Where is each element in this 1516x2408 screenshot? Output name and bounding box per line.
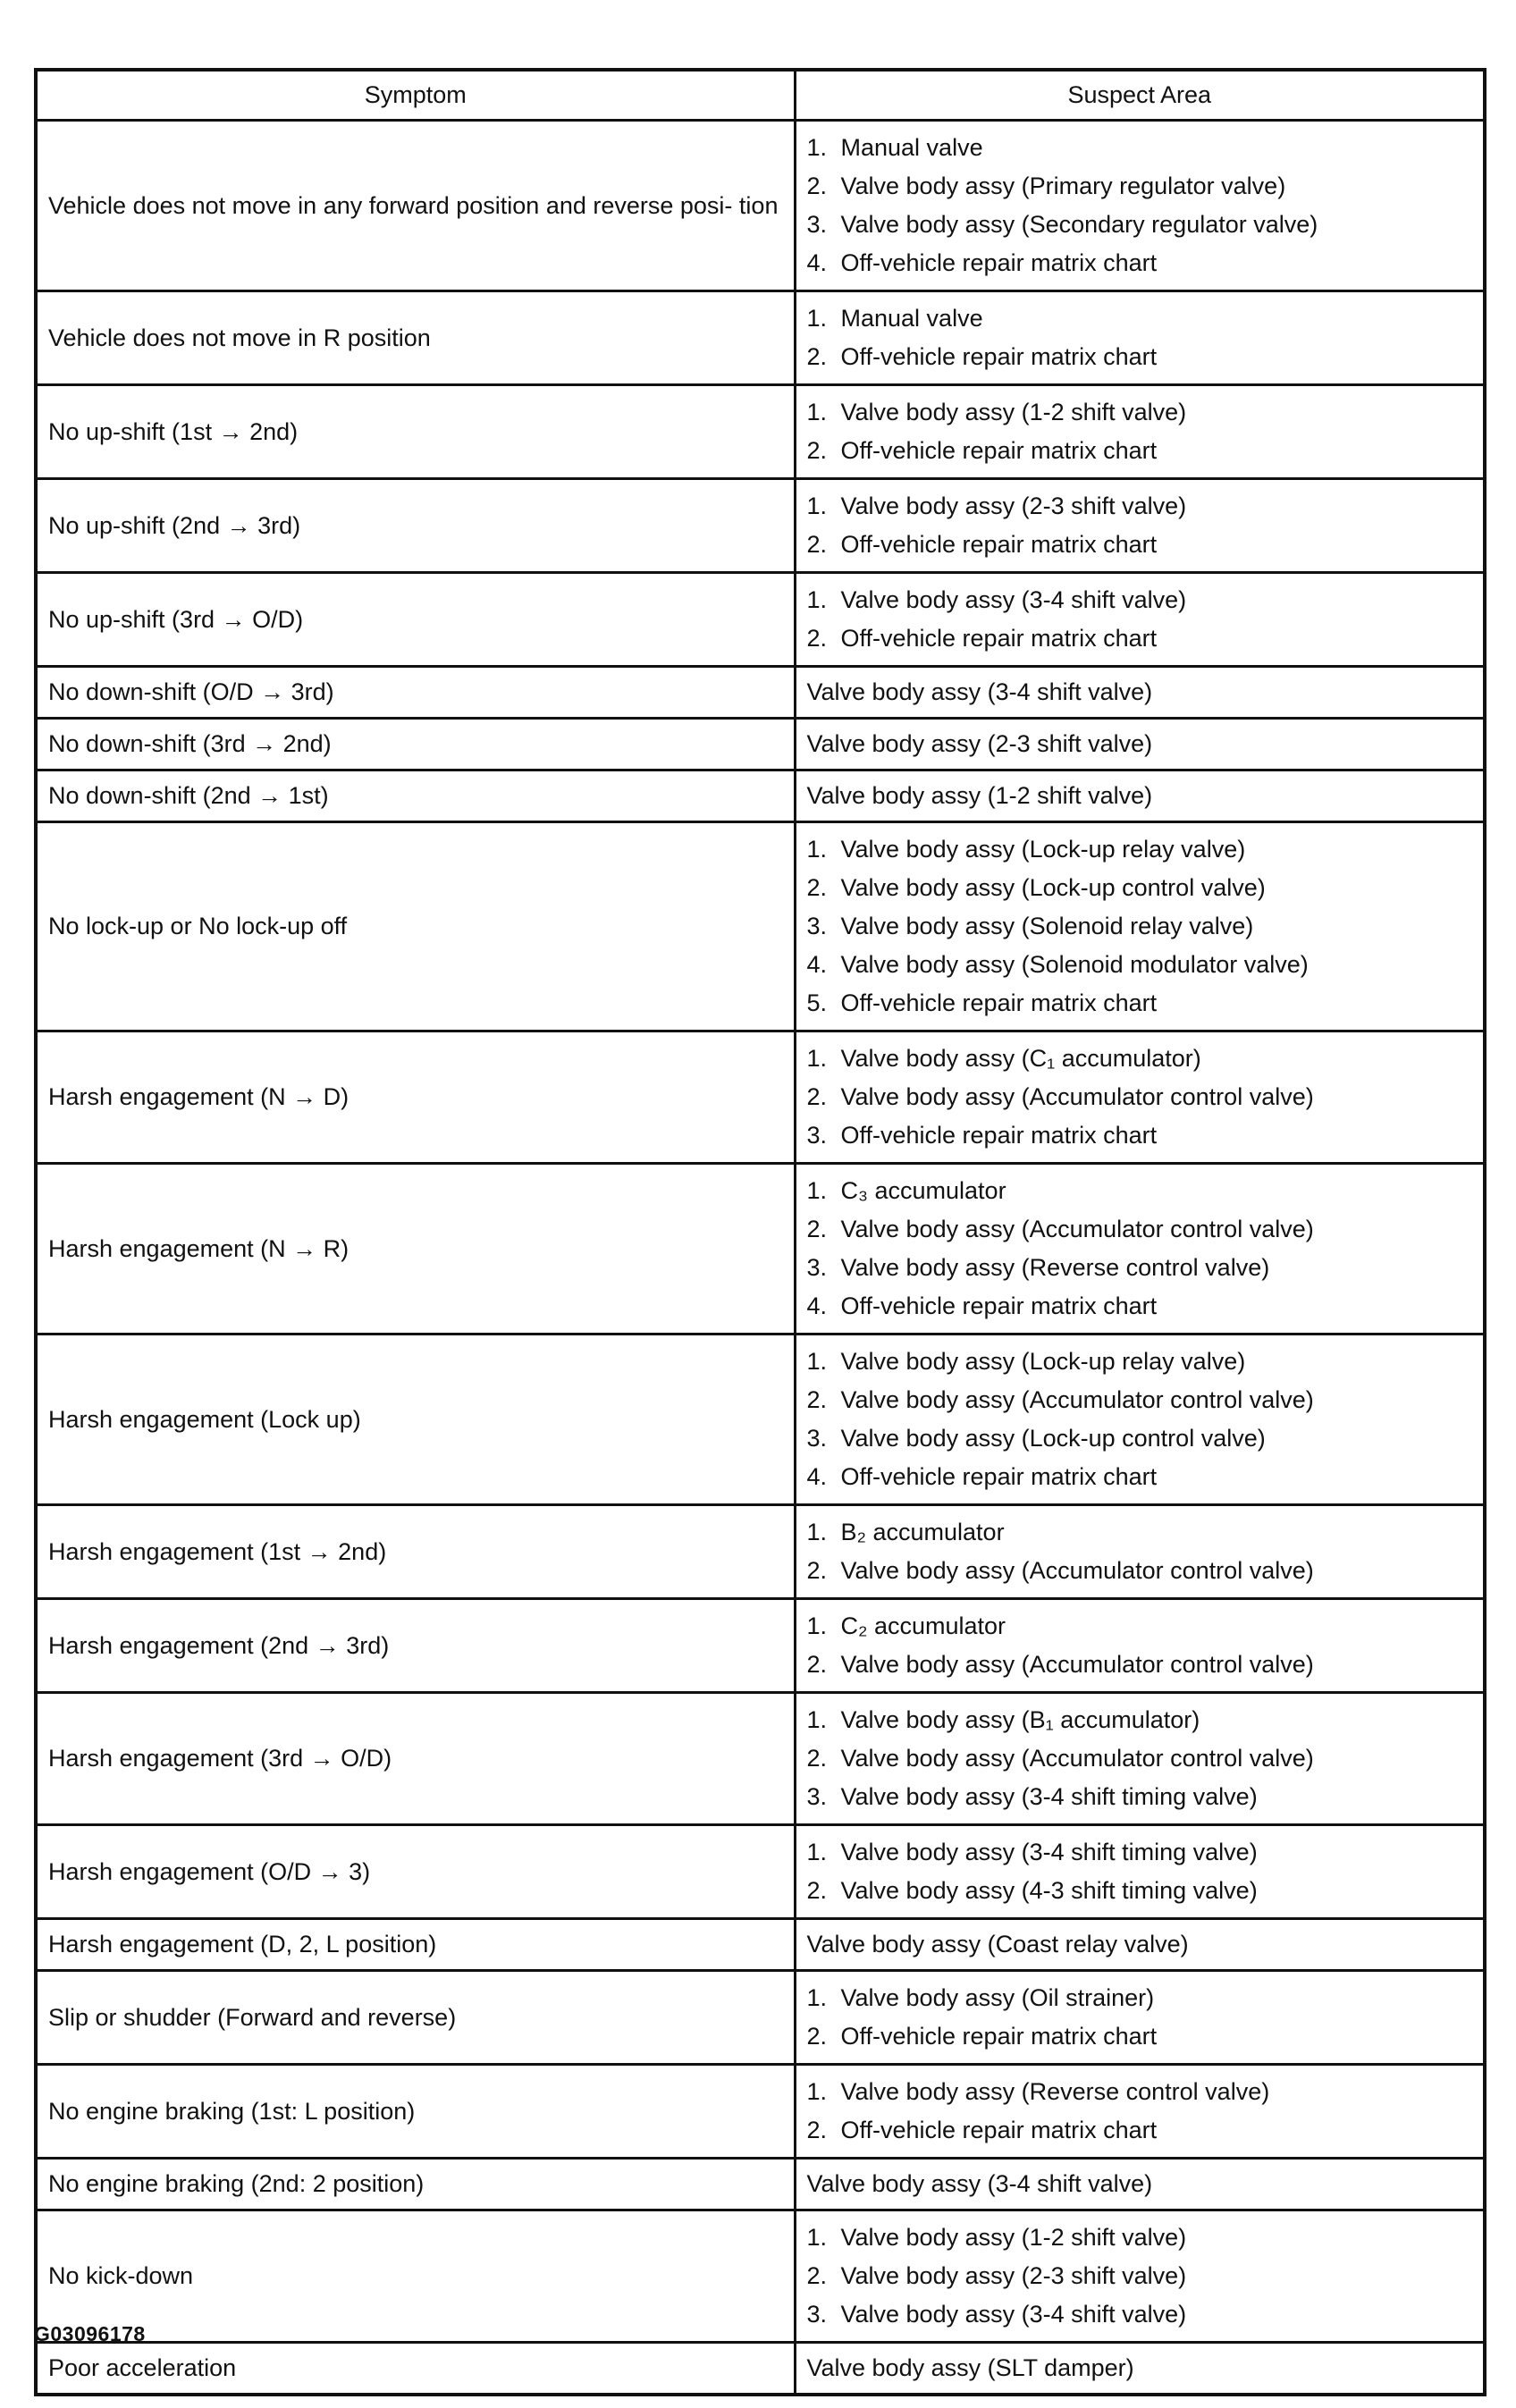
symptom-text: Harsh engagement (N → D) (48, 1083, 350, 1110)
table-row (36, 822, 1485, 1031)
figure-id: G03096178 (34, 2322, 146, 2345)
symptom-text: Poor acceleration (48, 2354, 237, 2381)
symptom-text: No kick-down (48, 2262, 194, 2289)
suspect-area-cell (795, 1971, 1485, 2065)
suspect-item-number: 1. (806, 1706, 828, 1733)
table-row (36, 1693, 1485, 1825)
suspect-area-cell (795, 2159, 1485, 2210)
symptom-column-header: Symptom (36, 70, 795, 121)
suspect-item-number: 1. (806, 493, 828, 519)
suspect-item (807, 129, 1473, 167)
table-row (36, 1599, 1485, 1693)
suspect-item-number: 2. (806, 2262, 828, 2289)
suspect-item-text: Valve body assy (Solenoid modulator valve) (840, 951, 1309, 978)
suspect-list (807, 1040, 1473, 1155)
suspect-item-number: 1. (806, 1348, 828, 1375)
suspect-item (807, 1778, 1473, 1816)
suspect-item-text: Valve body assy (Secondary regulator valve) (840, 211, 1318, 238)
suspect-area-cell (795, 1825, 1485, 1919)
symptom-cell (36, 719, 795, 770)
suspect-single-text: Valve body assy (3-4 shift valve) (806, 2170, 1153, 2197)
suspect-list (807, 1607, 1473, 1684)
suspect-item (807, 2257, 1473, 2295)
suspect-item-number: 1. (806, 305, 828, 332)
suspect-item-text: Valve body assy (Lock-up control valve) (840, 1425, 1266, 1452)
suspect-item-number: 4. (806, 249, 828, 276)
symptom-text: No down-shift (O/D → 3rd) (48, 678, 334, 705)
suspect-item (807, 1287, 1473, 1326)
symptom-cell (36, 2159, 795, 2210)
table-row (36, 385, 1485, 479)
symptom-text: Harsh engagement (O/D → 3) (48, 1857, 371, 1885)
symptom-text: Harsh engagement (D, 2, L position) (48, 1931, 437, 1958)
suspect-item (807, 299, 1473, 338)
suspect-list (807, 299, 1473, 376)
suspect-item-number: 1. (806, 1045, 828, 1072)
suspect-item (807, 581, 1473, 619)
table-row (36, 1825, 1485, 1919)
suspect-item (807, 1210, 1473, 1249)
suspect-item-number: 4. (806, 951, 828, 978)
table-row (36, 1971, 1485, 2065)
suspect-item-number: 3. (806, 1425, 828, 1452)
suspect-area-cell (795, 573, 1485, 667)
symptom-cell (36, 2343, 795, 2395)
suspect-item (807, 338, 1473, 376)
table-row (36, 770, 1485, 822)
table-row (36, 2210, 1485, 2343)
suspect-item-text: Valve body assy (Reverse control valve) (840, 2078, 1270, 2105)
symptom-cell (36, 1693, 795, 1825)
suspect-item-number: 5. (806, 989, 828, 1016)
suspect-item-number: 2. (806, 1745, 828, 1772)
suspect-item-text: Off-vehicle repair matrix chart (840, 2023, 1158, 2050)
suspect-area-cell (795, 1335, 1485, 1505)
suspect-item-text: Off-vehicle repair matrix chart (840, 2117, 1158, 2143)
suspect-item-number: 1. (806, 836, 828, 863)
suspect-item (807, 2073, 1473, 2111)
symptom-cell (36, 2210, 795, 2343)
suspect-item (807, 907, 1473, 946)
symptom-cell (36, 1825, 795, 1919)
symptom-cell (36, 1031, 795, 1164)
table-row (36, 719, 1485, 770)
suspect-item-text: Off-vehicle repair matrix chart (840, 1292, 1158, 1319)
suspect-item-number: 3. (806, 1254, 828, 1281)
symptom-cell (36, 1335, 795, 1505)
suspect-item-number: 2. (806, 2023, 828, 2050)
table-row (36, 2343, 1485, 2395)
suspect-item-text: Valve body assy (Primary regulator valve) (840, 173, 1286, 199)
suspect-item-number: 1. (806, 1984, 828, 2011)
suspect-item-number: 3. (806, 211, 828, 238)
suspect-item (807, 946, 1473, 984)
suspect-item-number: 3. (806, 2301, 828, 2328)
symptom-cell (36, 2065, 795, 2159)
suspect-area-cell (795, 719, 1485, 770)
symptom-cell (36, 1164, 795, 1335)
suspect-item (807, 1739, 1473, 1778)
suspect-item-text: Valve body assy (Solenoid relay valve) (840, 913, 1254, 939)
symptom-text: No up-shift (1st → 2nd) (48, 417, 299, 445)
suspect-item-number: 2. (806, 1386, 828, 1413)
suspect-item-number: 2. (806, 437, 828, 464)
suspect-area-cell (795, 1919, 1485, 1971)
suspect-item-text: Valve body assy (3-4 shift timing valve) (840, 1839, 1258, 1865)
suspect-item-text: Valve body assy (3-4 shift valve) (840, 2301, 1187, 2328)
suspect-item (807, 1078, 1473, 1116)
suspect-area-cell (795, 291, 1485, 385)
suspect-item-number: 1. (806, 1519, 828, 1545)
suspect-list (807, 1833, 1473, 1910)
suspect-item-text: Valve body assy (Accumulator control valve) (840, 1745, 1314, 1772)
suspect-item-text: Off-vehicle repair matrix chart (840, 1463, 1158, 1490)
suspect-item (807, 830, 1473, 869)
suspect-item-text: Valve body assy (Reverse control valve) (840, 1254, 1270, 1281)
suspect-item-text: Valve body assy (Accumulator control valve) (840, 1557, 1314, 1584)
suspect-item-text: Off-vehicle repair matrix chart (840, 437, 1158, 464)
suspect-single-text: Valve body assy (1-2 shift valve) (806, 782, 1153, 809)
symptom-cell (36, 385, 795, 479)
suspect-area-cell (795, 385, 1485, 479)
table-header-row (36, 70, 1485, 121)
suspect-item (807, 2017, 1473, 2056)
symptom-cell (36, 573, 795, 667)
table-row (36, 1335, 1485, 1505)
symptom-text: Harsh engagement (1st → 2nd) (48, 1537, 387, 1565)
table-row (36, 667, 1485, 719)
suspect-item (807, 487, 1473, 526)
symptom-cell (36, 770, 795, 822)
suspect-area-cell (795, 1164, 1485, 1335)
suspect-list (807, 1172, 1473, 1326)
symptom-table (34, 68, 1487, 2396)
suspect-item-number: 2. (806, 343, 828, 370)
suspect-item-number: 2. (806, 1651, 828, 1678)
suspect-item (807, 206, 1473, 244)
table-row (36, 1031, 1485, 1164)
suspect-item-text: Valve body assy (4-3 shift timing valve) (840, 1877, 1258, 1904)
suspect-item-number: 1. (806, 1177, 828, 1204)
suspect-list (807, 1513, 1473, 1590)
suspect-area-cell (795, 1505, 1485, 1599)
symptom-text: No down-shift (2nd → 1st) (48, 782, 329, 809)
symptom-cell (36, 1971, 795, 2065)
suspect-item-number: 1. (806, 2224, 828, 2251)
suspect-item (807, 1979, 1473, 2017)
suspect-item-text: Off-vehicle repair matrix chart (840, 989, 1158, 1016)
symptom-cell (36, 1919, 795, 1971)
suspect-area-cell (795, 2065, 1485, 2159)
suspect-list (807, 129, 1473, 282)
symptom-cell (36, 667, 795, 719)
suspect-item (807, 1872, 1473, 1910)
suspect-item-text: Valve body assy (Accumulator control valve) (840, 1083, 1314, 1110)
suspect-item-number: 1. (806, 1839, 828, 1865)
suspect-area-cell (795, 822, 1485, 1031)
suspect-item (807, 2295, 1473, 2334)
table-row (36, 2065, 1485, 2159)
symptom-cell (36, 1599, 795, 1693)
suspect-single-text: Valve body assy (3-4 shift valve) (806, 678, 1153, 705)
suspect-list (807, 487, 1473, 564)
suspect-item-number: 2. (806, 1877, 828, 1904)
table-row (36, 2159, 1485, 2210)
suspect-item-text: Valve body assy (2-3 shift valve) (840, 2262, 1187, 2289)
suspect-item-number: 2. (806, 173, 828, 199)
suspect-item-text: Valve body assy (1-2 shift valve) (840, 2224, 1187, 2251)
symptom-text: Harsh engagement (2nd → 3rd) (48, 1631, 390, 1659)
suspect-item-number: 3. (806, 1783, 828, 1810)
suspect-item-text: Off-vehicle repair matrix chart (840, 625, 1158, 652)
suspect-item-text: Valve body assy (Accumulator control valve) (840, 1651, 1314, 1678)
suspect-item (807, 984, 1473, 1023)
table-row (36, 291, 1485, 385)
suspect-item-text: Off-vehicle repair matrix chart (840, 531, 1158, 558)
suspect-item (807, 869, 1473, 907)
suspect-list (807, 1979, 1473, 2056)
suspect-item-number: 2. (806, 531, 828, 558)
suspect-item (807, 1646, 1473, 1684)
suspect-item (807, 1607, 1473, 1646)
suspect-item-number: 2. (806, 1216, 828, 1242)
suspect-area-cell (795, 770, 1485, 822)
suspect-item-number: 2. (806, 1557, 828, 1584)
suspect-item (807, 526, 1473, 564)
symptom-text: No up-shift (3rd → O/D) (48, 605, 304, 633)
suspect-list (807, 2073, 1473, 2150)
suspect-item-text: Valve body assy (Lock-up control valve) (840, 874, 1266, 901)
suspect-area-cell (795, 1599, 1485, 1693)
suspect-list (807, 393, 1473, 470)
suspect-item-text: Off-vehicle repair matrix chart (840, 249, 1158, 276)
suspect-item-text: Valve body assy (2-3 shift valve) (840, 493, 1187, 519)
suspect-area-cell (795, 1693, 1485, 1825)
suspect-item-text: B₂ accumulator (840, 1519, 1005, 1545)
suspect-item-text: C₂ accumulator (840, 1612, 1006, 1639)
suspect-list (807, 1701, 1473, 1816)
suspect-item (807, 1343, 1473, 1381)
suspect-single-text: Valve body assy (Coast relay valve) (806, 1931, 1189, 1958)
suspect-item-text: Valve body assy (1-2 shift valve) (840, 399, 1187, 425)
symptom-cell (36, 822, 795, 1031)
suspect-item (807, 1172, 1473, 1210)
suspect-item-text: Valve body assy (3-4 shift valve) (840, 586, 1187, 613)
suspect-item (807, 432, 1473, 470)
symptom-text: Vehicle does not move in R position (48, 324, 431, 351)
suspect-item-text: Valve body assy (Lock-up relay valve) (840, 1348, 1246, 1375)
suspect-item (807, 1381, 1473, 1419)
suspect-item (807, 393, 1473, 432)
suspect-item (807, 1513, 1473, 1552)
suspect-item-number: 2. (806, 874, 828, 901)
symptom-cell (36, 121, 795, 291)
suspect-item (807, 1116, 1473, 1155)
suspect-item-text: Off-vehicle repair matrix chart (840, 343, 1158, 370)
suspect-item-text: Valve body assy (3-4 shift timing valve) (840, 1783, 1258, 1810)
suspect-item-number: 1. (806, 2078, 828, 2105)
suspect-item-number: 1. (806, 134, 828, 161)
table-row (36, 121, 1485, 291)
suspect-item (807, 619, 1473, 658)
symptom-text: No engine braking (1st: L position) (48, 2097, 416, 2125)
suspect-item (807, 244, 1473, 282)
table-row (36, 479, 1485, 573)
symptom-cell (36, 1505, 795, 1599)
suspect-item-text: Manual valve (840, 134, 983, 161)
symptom-text: Slip or shudder (Forward and reverse) (48, 2003, 457, 2031)
suspect-item-number: 1. (806, 399, 828, 425)
symptom-cell (36, 291, 795, 385)
table-row (36, 1919, 1485, 1971)
suspect-item-number: 3. (806, 1122, 828, 1149)
suspect-item-number: 3. (806, 913, 828, 939)
suspect-area-cell (795, 479, 1485, 573)
suspect-item-number: 4. (806, 1292, 828, 1319)
symptom-text: No lock-up or No lock-up off (48, 913, 348, 939)
suspect-item-text: Valve body assy (Oil strainer) (840, 1984, 1155, 2011)
symptom-text: Harsh engagement (Lock up) (48, 1405, 361, 1433)
suspect-item-text: Manual valve (840, 305, 983, 332)
suspect-item-text: Valve body assy (Accumulator control valve) (840, 1386, 1314, 1413)
suspect-area-cell (795, 2343, 1485, 2395)
suspect-item-number: 2. (806, 625, 828, 652)
suspect-area-cell (795, 121, 1485, 291)
suspect-item-number: 1. (806, 586, 828, 613)
symptom-text: Harsh engagement (N → R) (48, 1234, 350, 1262)
suspect-area-cell (795, 1031, 1485, 1164)
suspect-item (807, 1419, 1473, 1458)
symptom-text: No engine braking (2nd: 2 position) (48, 2170, 425, 2197)
suspect-single-text: Valve body assy (SLT damper) (806, 2354, 1134, 2381)
suspect-item (807, 167, 1473, 206)
symptom-cell (36, 479, 795, 573)
symptom-text: Harsh engagement (3rd → O/D) (48, 1745, 392, 1772)
suspect-item-number: 4. (806, 1463, 828, 1490)
suspect-item-text: Valve body assy (B₁ accumulator) (840, 1706, 1200, 1733)
suspect-item-text: Off-vehicle repair matrix chart (840, 1122, 1158, 1149)
symptom-text: No up-shift (2nd → 3rd) (48, 511, 301, 539)
table-row (36, 573, 1485, 667)
suspect-item (807, 1458, 1473, 1496)
suspect-area-cell (795, 2210, 1485, 2343)
suspect-item-text: Valve body assy (Lock-up relay valve) (840, 836, 1246, 863)
table-row (36, 1505, 1485, 1599)
symptom-text: No down-shift (3rd → 2nd) (48, 730, 332, 757)
suspect-item (807, 1040, 1473, 1078)
suspect-item-text: Valve body assy (C₁ accumulator) (840, 1045, 1201, 1072)
suspect-item-text: Valve body assy (Accumulator control valve) (840, 1216, 1314, 1242)
suspect-item-number: 2. (806, 2117, 828, 2143)
suspect-item (807, 2111, 1473, 2150)
suspect-item (807, 1701, 1473, 1739)
suspect-list (807, 1343, 1473, 1496)
suspect-single-text: Valve body assy (2-3 shift valve) (806, 730, 1153, 757)
suspect-item (807, 2219, 1473, 2257)
suspect-list (807, 830, 1473, 1023)
table-row (36, 1164, 1485, 1335)
suspect-item (807, 1249, 1473, 1287)
suspect-item (807, 1552, 1473, 1590)
suspect-item-number: 1. (806, 1612, 828, 1639)
suspect-item-number: 2. (806, 1083, 828, 1110)
suspect-list (807, 2219, 1473, 2334)
table-body (36, 121, 1485, 2395)
suspect-area-cell (795, 667, 1485, 719)
suspect-list (807, 581, 1473, 658)
suspect-item-text: C₃ accumulator (840, 1177, 1006, 1204)
symptom-text: Vehicle does not move in any forward position and reverse posi- tion (48, 191, 779, 219)
suspect-area-column-header: Suspect Area (795, 70, 1485, 121)
suspect-item (807, 1833, 1473, 1872)
